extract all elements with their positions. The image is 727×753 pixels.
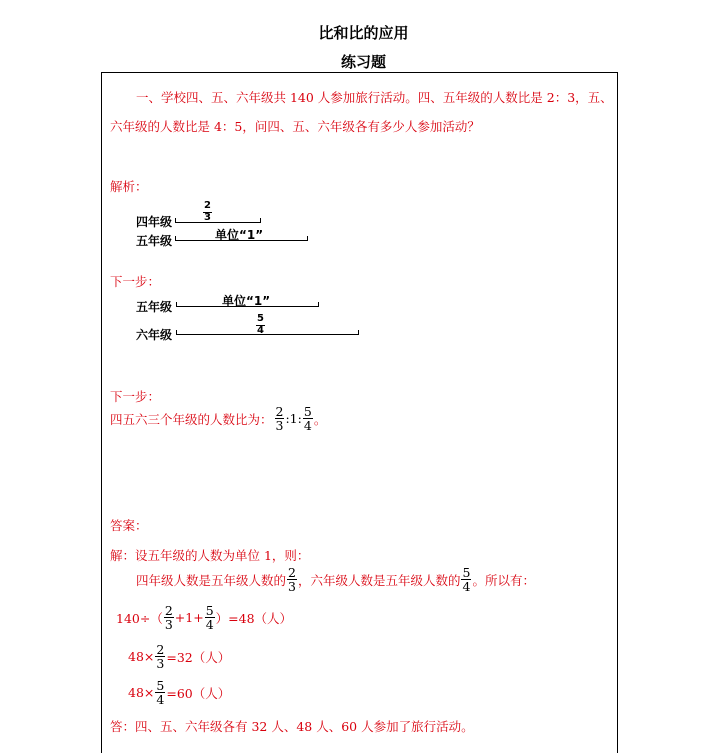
calc3-post: =60（人） (166, 685, 231, 701)
relation-text-2: ，六年级人数是五年级人数的 (297, 572, 461, 588)
calc1-mid: +1+ (174, 610, 204, 626)
calc1-pre: 140÷（ (116, 610, 163, 626)
page-title: 比和比的应用 (318, 24, 409, 42)
question-line-2: 六年级的人数比是 4：5，问四、五、六年级各有多少人参加活动？ (110, 119, 480, 134)
calc2-post: =32（人） (166, 649, 231, 665)
diagram2-segment-grade6 (176, 330, 359, 335)
diagram2-segment-grade5 (176, 302, 319, 307)
ratio-separator: :1: (285, 411, 302, 427)
calc3-pre: 48× (128, 685, 155, 701)
diagram1-segment-grade4 (175, 218, 261, 223)
ratio-prefix: 四五六三个年级的人数比为： (110, 411, 273, 427)
calc2-fraction: $\frac{2}{3}$ (156, 642, 165, 672)
ratio-fraction-a: $\frac{2}{3}$ (275, 404, 284, 434)
calc-grade6 (128, 679, 230, 706)
diagram1-segment-grade5 (175, 236, 308, 241)
final-answer: 答：四、五、六年级各有 32 人、48 人、60 人参加了旅行活动。 (110, 719, 474, 734)
ratio-end: 。 (313, 411, 327, 427)
calc3-fraction: $\frac{5}{4}$ (156, 678, 165, 708)
calc1-post: ）=48（人） (215, 610, 293, 626)
ratio-line (110, 405, 326, 432)
step-1-heading: 下一步： (110, 274, 161, 289)
analysis-heading: 解析： (110, 179, 148, 194)
diagram2-fraction: $\frac{5}{4}$ (257, 313, 264, 336)
step-2-heading: 下一步： (110, 389, 161, 404)
calc-total (116, 604, 292, 631)
diagram1-caption: 单位“1” (215, 228, 264, 242)
answer-relations (136, 566, 535, 593)
diagram2-row2-label: 六年级 (136, 328, 173, 342)
page-subtitle: 练习题 (340, 53, 386, 71)
question-line-1: 一、学校四、五、六年级共 140 人参加旅行活动。四、五年级的人数比是 2：3，五、 (136, 90, 613, 105)
diagram2-row1-label: 五年级 (136, 300, 173, 314)
relation-text-1: 四年级人数是五年级人数的 (136, 572, 287, 588)
relation-fraction-1: $\frac{2}{3}$ (288, 565, 296, 595)
answer-setup: 解：设五年级的人数为单位 1，则： (110, 548, 310, 563)
calc2-pre: 48× (128, 649, 155, 665)
diagram1-fraction: $\frac{2}{3}$ (204, 200, 211, 223)
relation-fraction-2: $\frac{5}{4}$ (462, 565, 471, 595)
calc1-fraction-2: $\frac{5}{4}$ (205, 603, 214, 633)
diagram1-row1-label: 四年级 (136, 215, 173, 229)
calc-grade4 (128, 643, 230, 670)
relation-text-3: 。所以有： (472, 572, 535, 588)
calc1-fraction-1: $\frac{2}{3}$ (164, 603, 173, 633)
ratio-fraction-c: $\frac{5}{4}$ (303, 404, 312, 434)
answer-heading: 答案： (110, 518, 148, 533)
diagram2-caption: 单位“1” (222, 294, 271, 308)
diagram1-row2-label: 五年级 (136, 234, 173, 248)
